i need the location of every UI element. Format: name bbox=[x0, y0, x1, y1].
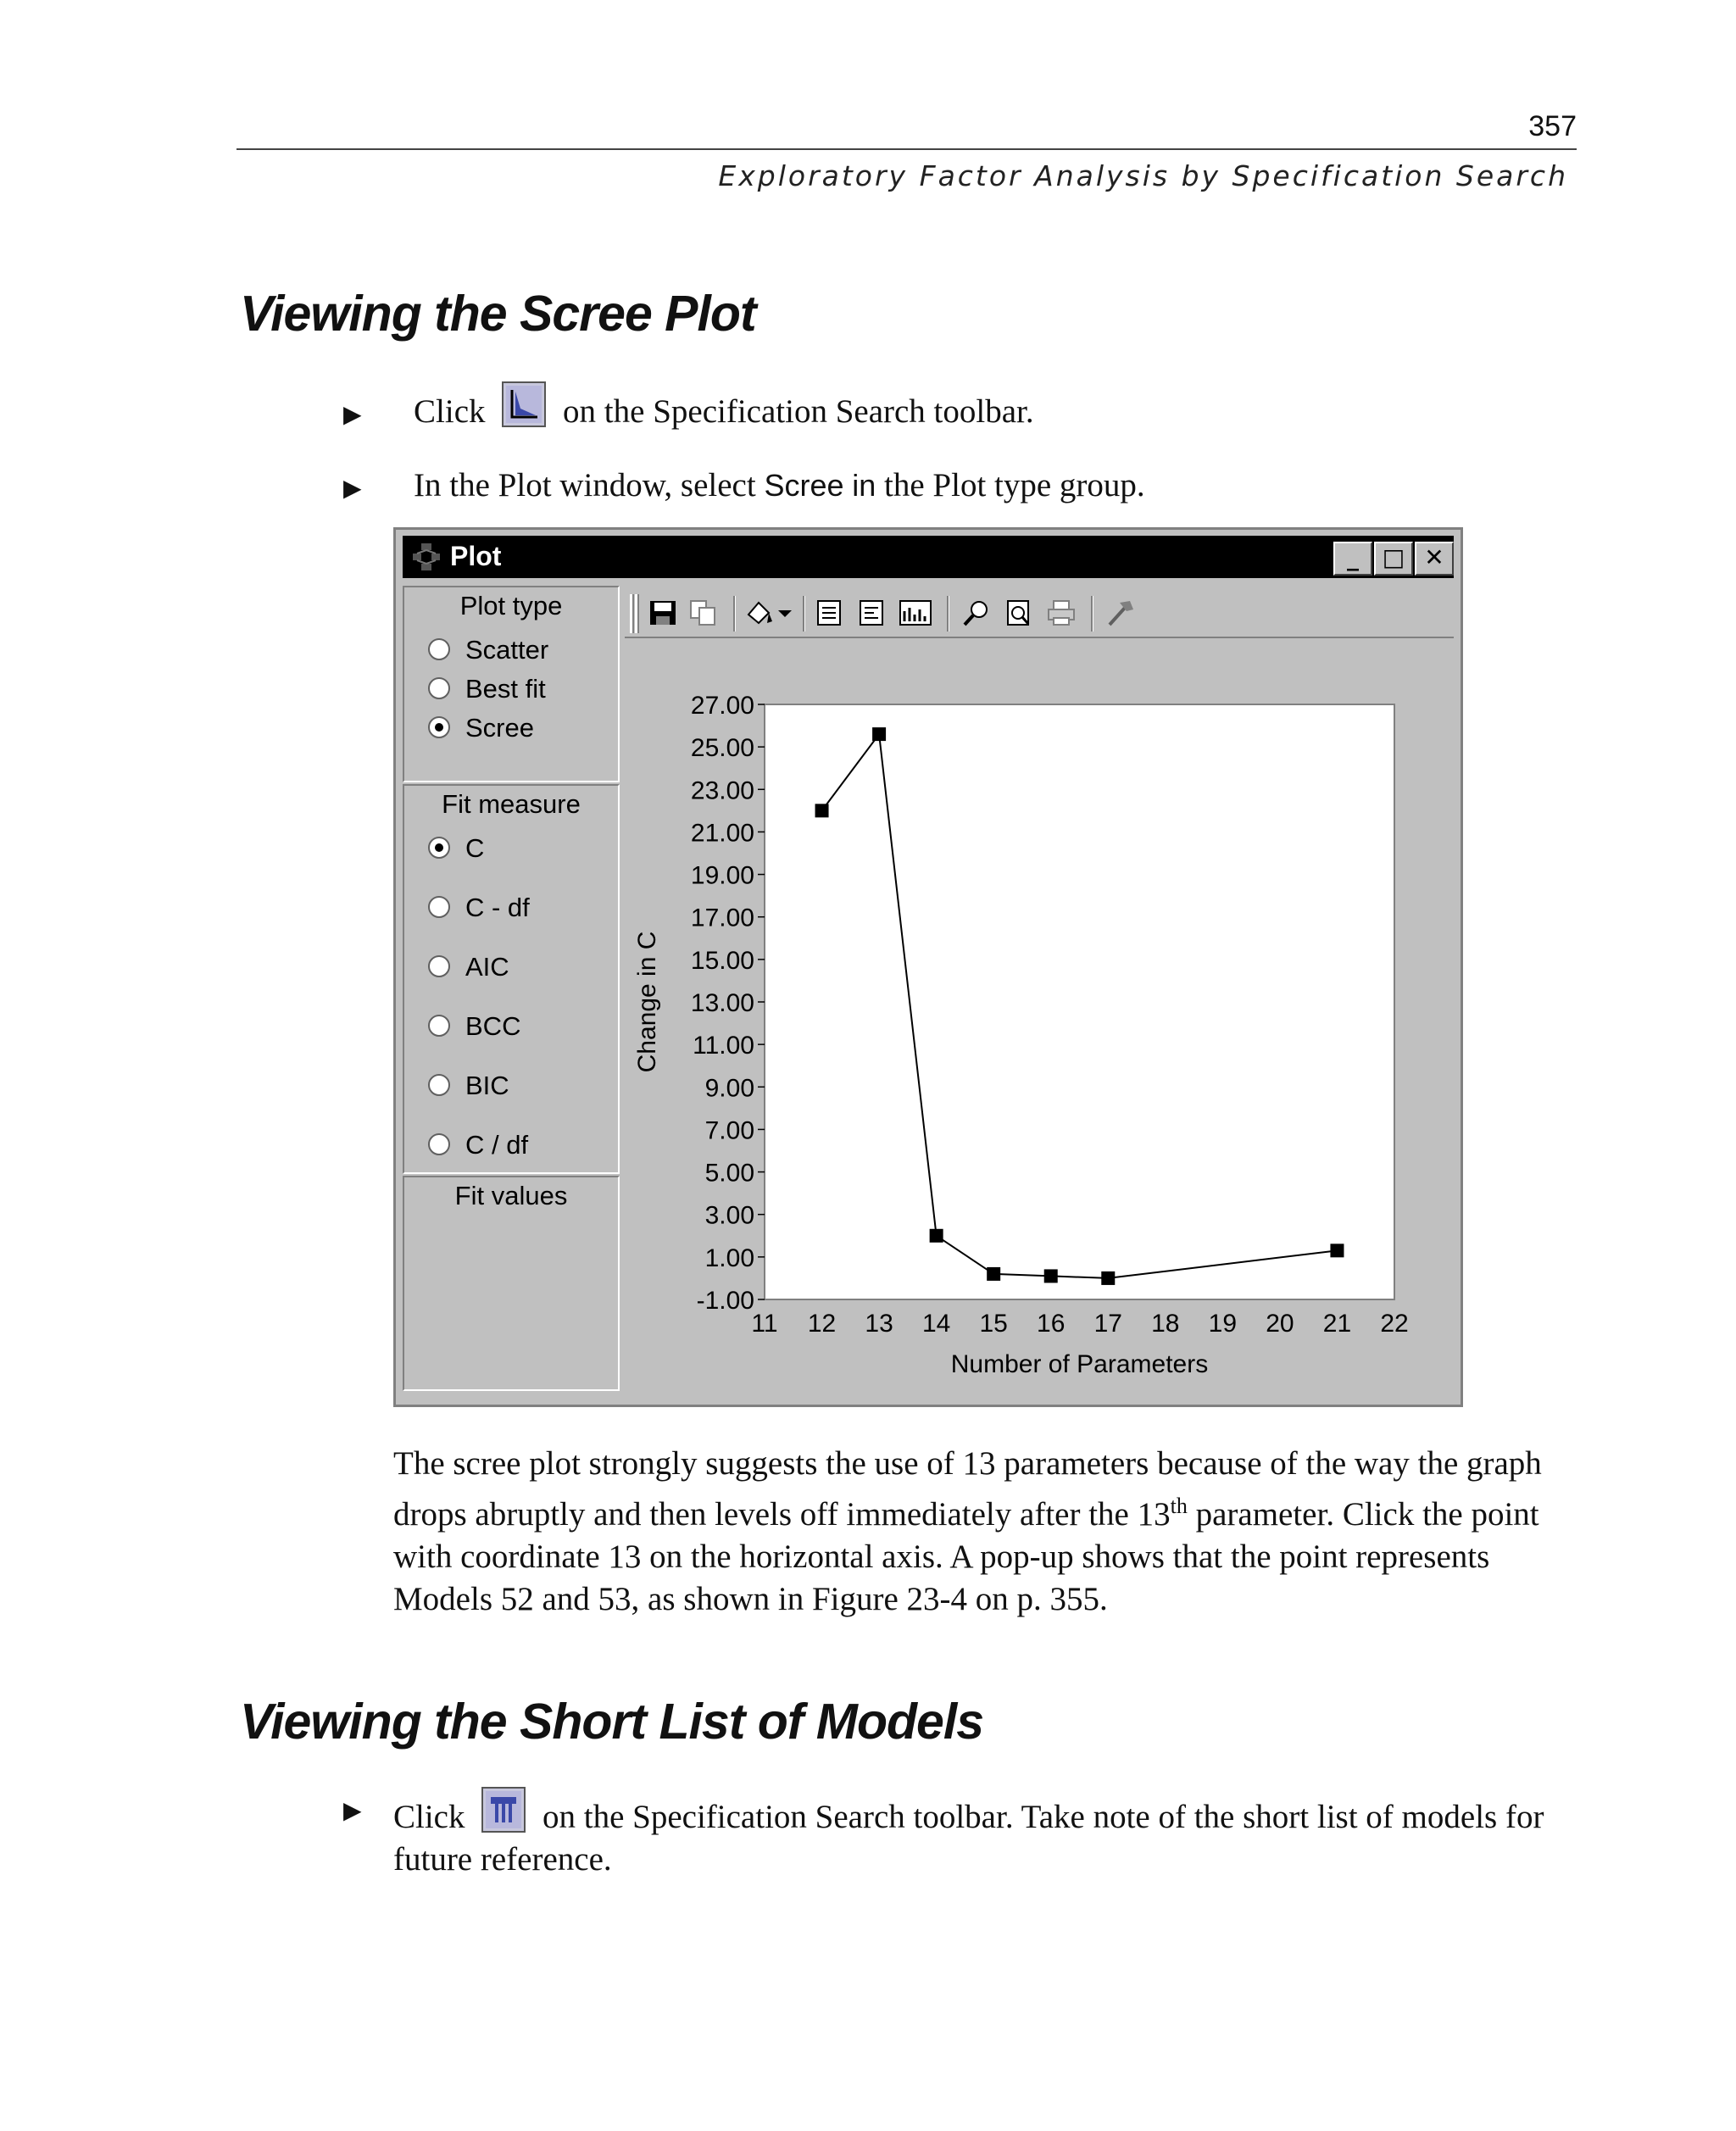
minimize-button[interactable]: _ bbox=[1333, 542, 1372, 576]
plot-type-group bbox=[403, 586, 620, 782]
y-tick-label: 19.00 bbox=[690, 861, 754, 890]
radio-button[interactable] bbox=[428, 1015, 450, 1037]
print-icon[interactable] bbox=[1045, 598, 1077, 628]
data-point[interactable] bbox=[1330, 1244, 1344, 1257]
radio-button[interactable] bbox=[428, 896, 450, 918]
group-title: Fit measure bbox=[442, 789, 581, 819]
toolbar-separator bbox=[803, 596, 805, 632]
x-tick-label: 16 bbox=[1037, 1310, 1066, 1338]
export-alt-icon[interactable] bbox=[855, 598, 887, 628]
group-title: Plot type bbox=[459, 591, 563, 620]
data-point[interactable] bbox=[930, 1229, 943, 1243]
step-text: in bbox=[852, 468, 876, 503]
paragraph-text: The scree plot strongly suggests the use of 13 parameters because of the way the graph drops abruptly and then levels off immediately after the 13 bbox=[393, 1445, 1542, 1533]
y-tick-label: 27.00 bbox=[690, 692, 754, 720]
y-tick-label: 25.00 bbox=[690, 734, 754, 763]
x-tick-label: 15 bbox=[979, 1310, 1008, 1338]
dropdown-arrow-icon[interactable] bbox=[774, 598, 796, 628]
step-text: Click bbox=[414, 393, 486, 430]
window-title: Plot bbox=[450, 541, 502, 571]
paragraph-superscript: th bbox=[1170, 1494, 1188, 1518]
window-titlebar[interactable] bbox=[403, 536, 1454, 578]
radio-button[interactable] bbox=[428, 1133, 450, 1155]
x-tick-label: 11 bbox=[751, 1310, 778, 1338]
step-text: on the Specification Search toolbar. Take note of the short list of models for future reference. bbox=[393, 1799, 1544, 1878]
y-tick-label: 1.00 bbox=[704, 1244, 754, 1272]
x-axis-label: Number of Parameters bbox=[950, 1350, 1209, 1378]
radio-button[interactable] bbox=[428, 955, 450, 977]
step-text: Click bbox=[393, 1799, 465, 1835]
window-app-icon bbox=[411, 542, 442, 572]
radio-label: C bbox=[465, 833, 485, 863]
export-icon[interactable] bbox=[813, 598, 845, 628]
step-term: Scree bbox=[764, 468, 844, 503]
step-click-scree-icon bbox=[343, 381, 1572, 436]
zoom-page-icon[interactable] bbox=[1003, 598, 1035, 628]
step-text: on the Specification Search toolbar. bbox=[563, 393, 1034, 430]
x-tick-label: 14 bbox=[921, 1310, 951, 1338]
y-tick-label: 5.00 bbox=[704, 1159, 754, 1188]
y-tick-label: 13.00 bbox=[690, 989, 754, 1017]
step-select-scree bbox=[343, 465, 1572, 509]
radio-button[interactable] bbox=[428, 716, 450, 738]
fill-color-icon[interactable] bbox=[743, 598, 776, 628]
section-heading-scree-plot: Viewing the Scree Plot bbox=[240, 286, 756, 342]
body-paragraph bbox=[393, 1443, 1580, 1621]
data-point[interactable] bbox=[815, 804, 829, 817]
radio-label: BCC bbox=[465, 1011, 521, 1041]
toolbar-separator bbox=[947, 596, 949, 632]
plot-frame bbox=[765, 704, 1394, 1299]
x-tick-label: 22 bbox=[1380, 1310, 1409, 1338]
x-tick-label: 17 bbox=[1093, 1310, 1122, 1338]
y-tick-label: 15.00 bbox=[690, 946, 754, 975]
running-header: Exploratory Factor Analysis by Specification Search bbox=[718, 159, 1568, 192]
x-tick-label: 18 bbox=[1151, 1310, 1180, 1338]
zoom-icon[interactable] bbox=[960, 598, 993, 628]
page-number: 357 bbox=[1528, 110, 1577, 142]
step-text: the Plot type group. bbox=[884, 467, 1145, 504]
chart-icon[interactable] bbox=[898, 598, 933, 628]
x-tick-label: 19 bbox=[1208, 1310, 1238, 1338]
y-tick-label: 21.00 bbox=[690, 819, 754, 848]
close-button[interactable]: ✕ bbox=[1415, 542, 1454, 576]
scree-plot-toolbar-icon[interactable] bbox=[502, 381, 546, 427]
radio-label: Scree bbox=[465, 713, 534, 743]
header-rule bbox=[236, 148, 1577, 150]
bullet-icon: ▶ bbox=[343, 400, 362, 428]
step-text: In the Plot window, select bbox=[414, 467, 756, 504]
y-tick-label: 23.00 bbox=[690, 776, 754, 805]
y-tick-label: -1.00 bbox=[696, 1287, 754, 1315]
radio-label: C - df bbox=[465, 893, 530, 922]
plot-toolbar bbox=[625, 587, 1454, 638]
radio-label: BIC bbox=[465, 1071, 509, 1100]
radio-button[interactable] bbox=[428, 638, 450, 660]
radio-button[interactable] bbox=[428, 677, 450, 699]
x-tick-label: 13 bbox=[865, 1310, 893, 1338]
save-icon[interactable] bbox=[647, 598, 679, 628]
y-tick-label: 7.00 bbox=[704, 1116, 754, 1145]
y-tick-label: 9.00 bbox=[704, 1074, 754, 1103]
x-tick-label: 20 bbox=[1266, 1310, 1294, 1338]
section-heading-short-list: Viewing the Short List of Models bbox=[240, 1694, 984, 1750]
y-tick-label: 11.00 bbox=[693, 1032, 754, 1060]
toolbar-separator bbox=[1091, 596, 1093, 632]
radio-button[interactable] bbox=[428, 1074, 450, 1096]
maximize-button[interactable]: □ bbox=[1374, 542, 1413, 576]
y-axis-label: Change in C bbox=[633, 931, 661, 1073]
radio-label: Scatter bbox=[465, 635, 549, 665]
short-list-toolbar-icon[interactable] bbox=[481, 1787, 526, 1833]
toolbar-grip[interactable] bbox=[628, 594, 640, 633]
toolbar-separator bbox=[733, 596, 736, 632]
x-tick-label: 12 bbox=[807, 1310, 837, 1338]
radio-label: AIC bbox=[465, 952, 509, 982]
radio-label: Best fit bbox=[465, 674, 546, 704]
data-point[interactable] bbox=[872, 727, 886, 741]
data-point[interactable] bbox=[1044, 1269, 1058, 1282]
x-tick-label: 21 bbox=[1322, 1310, 1352, 1338]
paragraph-text: parameter. Click the point with coordinate 13 on the horizontal axis. A pop-up shows that the point represents Models 52 and 53, as shown in Figure 23-4 on p. 355. bbox=[393, 1496, 1539, 1617]
bullet-icon: ▶ bbox=[343, 474, 362, 502]
data-point[interactable] bbox=[987, 1267, 1000, 1281]
radio-button[interactable] bbox=[428, 837, 450, 859]
radio-label: C / df bbox=[465, 1130, 529, 1160]
plot-window bbox=[393, 527, 1463, 1407]
copy-icon[interactable] bbox=[687, 598, 720, 628]
bullet-icon: ▶ bbox=[343, 1796, 362, 1824]
y-tick-label: 17.00 bbox=[690, 904, 754, 932]
fit-measure-group bbox=[403, 784, 620, 1174]
scree-chart bbox=[625, 638, 1454, 1391]
group-title: Fit values bbox=[454, 1181, 568, 1210]
plot-area bbox=[625, 638, 1454, 1391]
data-point[interactable] bbox=[1101, 1271, 1115, 1285]
y-tick-label: 3.00 bbox=[704, 1201, 754, 1230]
hammer-icon[interactable] bbox=[1104, 598, 1137, 628]
fit-values-group bbox=[403, 1176, 620, 1391]
